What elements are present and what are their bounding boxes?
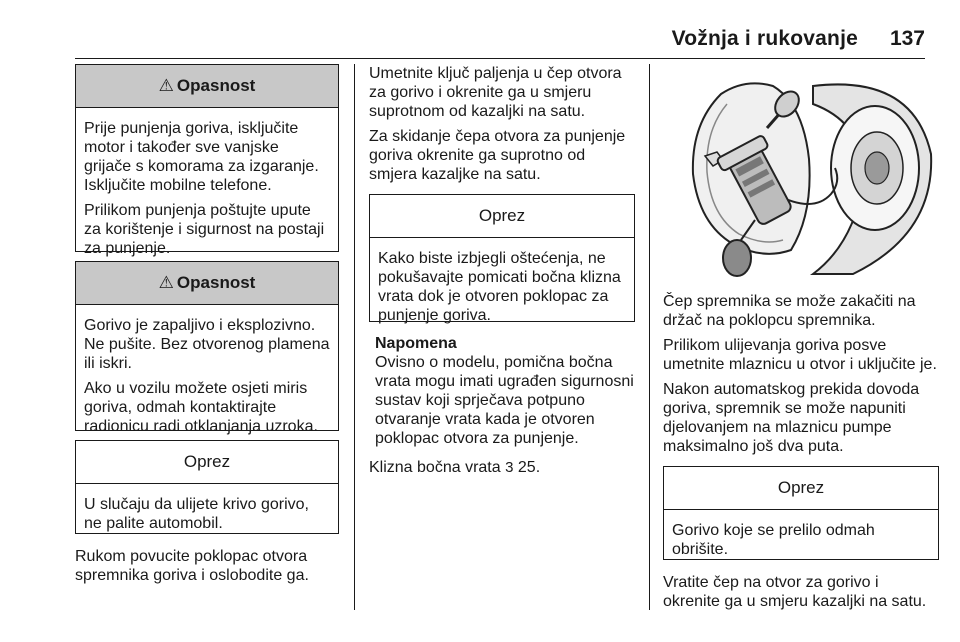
caution-box-1	[75, 440, 339, 534]
paragraph-insert-nozzle: Prilikom ulijevanja goriva posve umetnite mlaznicu u otvor i uključite je.	[663, 337, 937, 373]
danger-box-2-text-1: Gorivo je zapaljivo i eksplozivno. Ne pušite. Bez otvorenog plamena ili iskri.	[84, 317, 330, 372]
paragraph-refit-cap: Vratite čep na otvor za gorivo i okrenite ga u smjeru kazaljki na satu.	[663, 574, 927, 610]
warning-triangle-icon: ⚠	[158, 76, 174, 95]
cross-reference	[369, 458, 635, 477]
danger-box-2-header	[76, 262, 338, 305]
caution-box-3-body	[664, 510, 938, 568]
column-divider-2	[649, 64, 650, 610]
caution-box-2-body	[370, 238, 634, 334]
danger-box-2-body	[76, 305, 338, 445]
danger-box-2	[75, 261, 339, 435]
cross-reference-page[interactable]: 25.	[517, 459, 541, 476]
caution-box-1-body	[76, 484, 338, 542]
note-block	[369, 334, 635, 448]
caution-box-1-header: Oprez	[76, 441, 338, 484]
column-2	[369, 64, 635, 483]
caution-box-3	[663, 466, 939, 560]
section-title: Vožnja i rukovanje	[671, 27, 858, 50]
paragraph-release-flap: Rukom povucite poklopac otvora spremnika goriva i oslobodite ga.	[75, 548, 309, 584]
paragraph-auto-cutoff: Nakon automatskog prekida dovoda goriva, spremnik se može napuniti djelovanjem na mlaznicu pumpe maksimalno još dva puta.	[663, 381, 920, 455]
column-1	[75, 64, 339, 591]
cross-reference-text: Klizna bočna vrata	[369, 459, 501, 476]
column-3	[663, 64, 939, 617]
caution-box-2-text: Kako biste izbjegli oštećenja, ne pokušavajte pomicati bočna klizna vrata dok je otvoren poklopac za punjenje goriva.	[378, 250, 621, 324]
caution-box-1-text: U slučaju da ulijete krivo gorivo, ne palite automobil.	[84, 496, 309, 532]
note-text: Ovisno o modelu, pomična bočna vrata mogu imati ugrađen sigurnosni sustav koji sprječava potpuno otvaranje vrata kada je otvoren poklopac otvora za punjenje.	[375, 354, 634, 447]
paragraph-insert-key: Umetnite ključ paljenja u čep otvora za gorivo i okrenite ga u smjeru suprotnom od kazaljki na satu.	[369, 65, 622, 120]
danger-box-2-text-2: Ako u vozilu možete osjeti miris goriva, odmah kontaktirajte radionicu radi otklanjanja uzroka.	[84, 380, 318, 435]
reference-arrow-icon: 3	[505, 459, 514, 476]
danger-box-2-title: Opasnost	[176, 273, 256, 292]
caution-box-3-header: Oprez	[664, 467, 938, 510]
header-divider	[75, 58, 925, 59]
page-number: 137	[889, 27, 925, 50]
danger-box-1-body	[76, 108, 338, 267]
caution-box-2-header: Oprez	[370, 195, 634, 238]
column-divider-1	[354, 64, 355, 610]
caution-box-2	[369, 194, 635, 322]
danger-box-1-title: Opasnost	[176, 76, 256, 95]
paragraph-remove-cap: Za skidanje čepa otvora za punjenje goriva okrenite ga suprotno od smjera kazaljke na satu.	[369, 128, 626, 183]
fuel-cap-illustration	[663, 64, 937, 278]
warning-triangle-icon: ⚠	[158, 273, 174, 292]
danger-box-1-text-1: Prije punjenja goriva, isključite motor i također sve vanjske grijače s komorama za izgaranje. Isključite mobilne telefone.	[84, 120, 319, 194]
paragraph-cap-holder: Čep spremnika se može zakačiti na držač na poklopcu spremnika.	[663, 293, 916, 329]
note-title: Napomena	[375, 335, 457, 352]
danger-box-1-text-2: Prilikom punjenja poštujte upute za korištenje i sigurnost na postaji za punjenje.	[84, 202, 325, 257]
danger-box-1	[75, 64, 339, 257]
caution-box-3-text: Gorivo koje se prelilo odmah obrišite.	[672, 522, 875, 558]
danger-box-1-header	[76, 65, 338, 108]
